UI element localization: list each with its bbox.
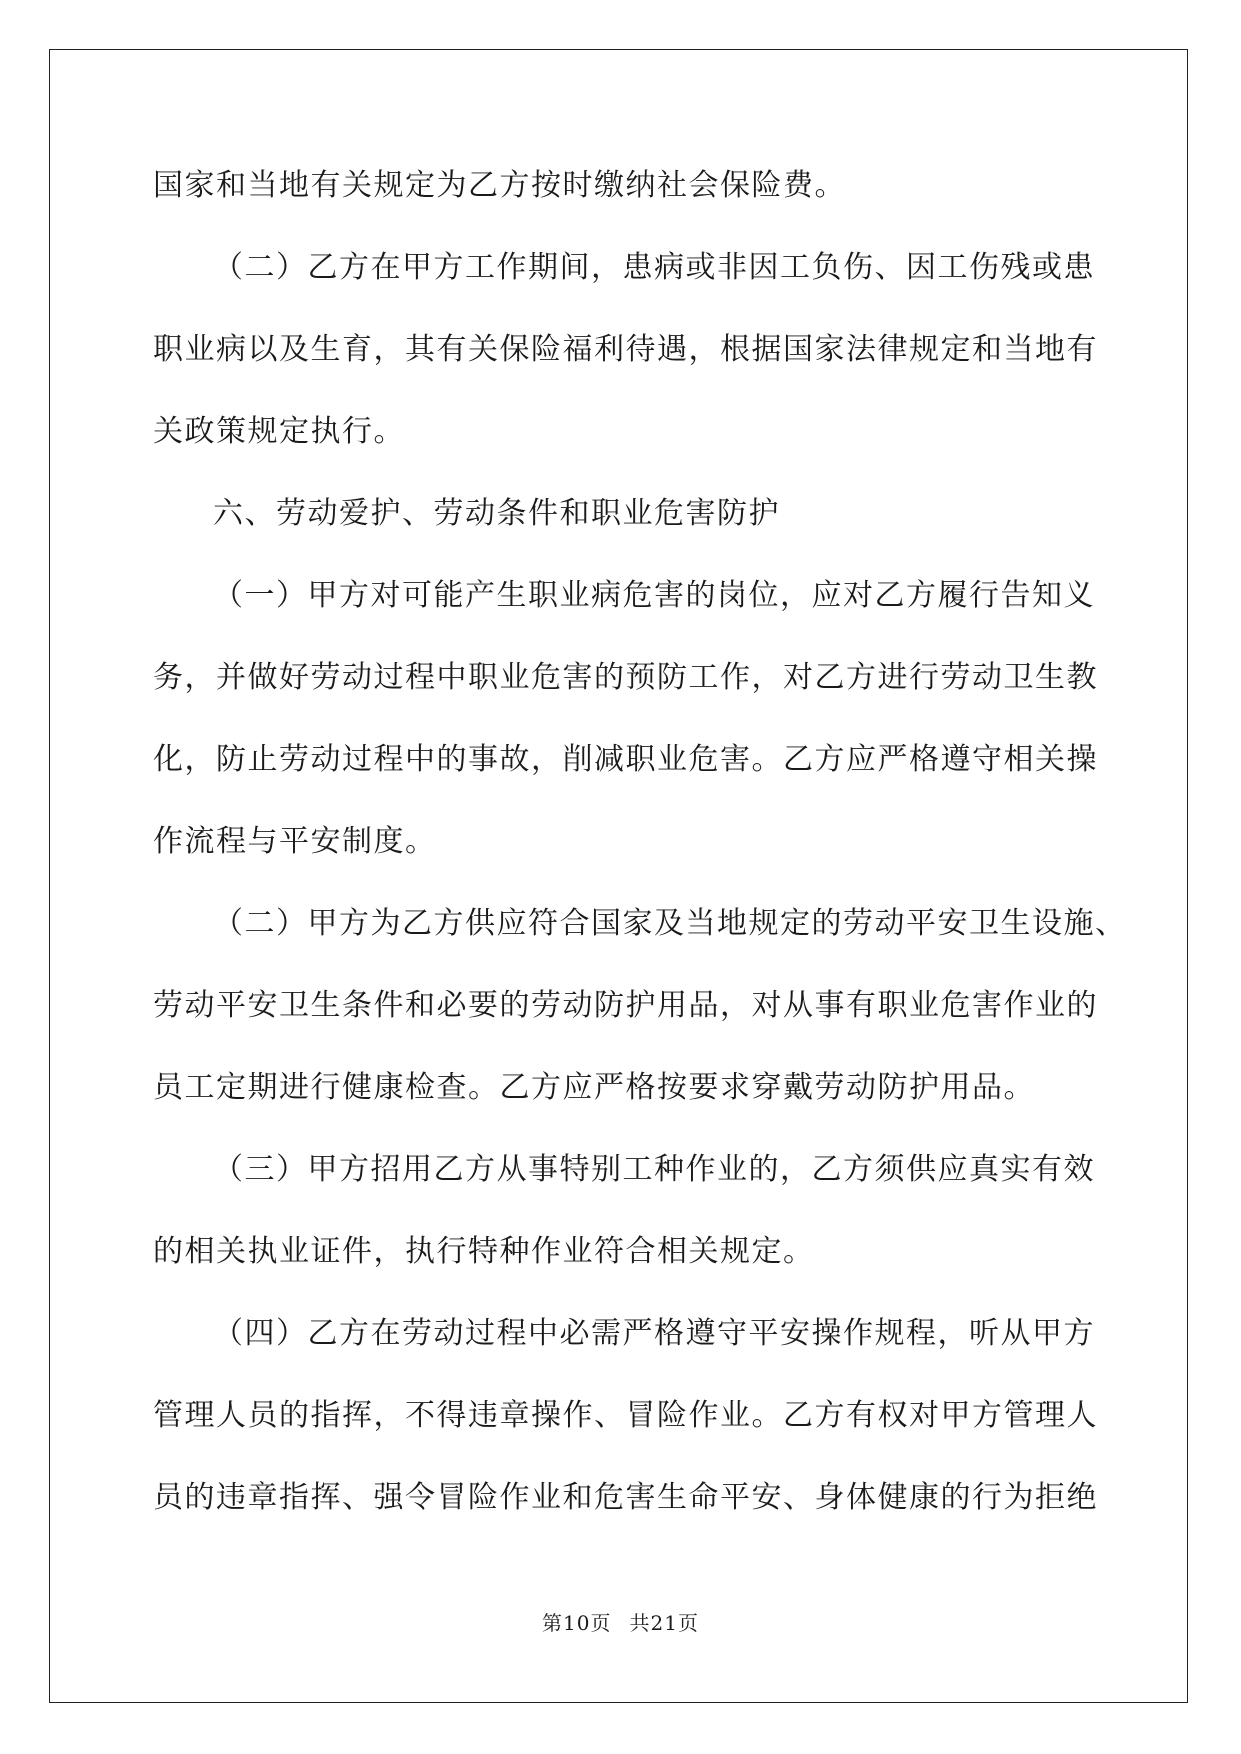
text-line: （二）乙方在甲方工作期间，患病或非因工负伤、因工伤残或患 [213, 250, 1095, 285]
text-line: 的相关执业证件，执行特种作业符合相关规定。 [153, 1234, 815, 1269]
page-number-current: 第10页 [542, 1611, 612, 1635]
text-line: 国家和当地有关规定为乙方按时缴纳社会保险费。 [153, 168, 846, 203]
text-line: （一）甲方对可能产生职业病危害的岗位，应对乙方履行告知义 [213, 578, 1095, 613]
text-line: 员工定期进行健康检查。乙方应严格按要求穿戴劳动防护用品。 [153, 1070, 1035, 1105]
section-heading: 六、劳动爱护、劳动条件和职业危害防护 [213, 496, 780, 531]
text-line: 员的违章指挥、强令冒险作业和危害生命平安、身体健康的行为拒绝 [153, 1480, 1098, 1515]
text-line: 作流程与平安制度。 [153, 824, 437, 859]
text-line: 劳动平安卫生条件和必要的劳动防护用品，对从事有职业危害作业的 [153, 988, 1098, 1023]
text-line: 管理人员的指挥，不得违章操作、冒险作业。乙方有权对甲方管理人 [153, 1398, 1098, 1433]
text-line: 务，并做好劳动过程中职业危害的预防工作，对乙方进行劳动卫生教 [153, 660, 1098, 695]
text-line: 关政策规定执行。 [153, 414, 405, 449]
text-line: 化，防止劳动过程中的事故，削减职业危害。乙方应严格遵守相关操 [153, 742, 1098, 777]
text-line: （四）乙方在劳动过程中必需严格遵守平安操作规程，听从甲方 [213, 1316, 1095, 1351]
text-line: （二）甲方为乙方供应符合国家及当地规定的劳动平安卫生设施、 [213, 906, 1127, 941]
page-number-total: 共21页 [629, 1611, 699, 1635]
document-body [153, 160, 1127, 1554]
page-footer [0, 1607, 1241, 1636]
text-line: 职业病以及生育，其有关保险福利待遇，根据国家法律规定和当地有 [153, 332, 1098, 367]
text-line: （三）甲方招用乙方从事特别工种作业的，乙方须供应真实有效 [213, 1152, 1095, 1187]
